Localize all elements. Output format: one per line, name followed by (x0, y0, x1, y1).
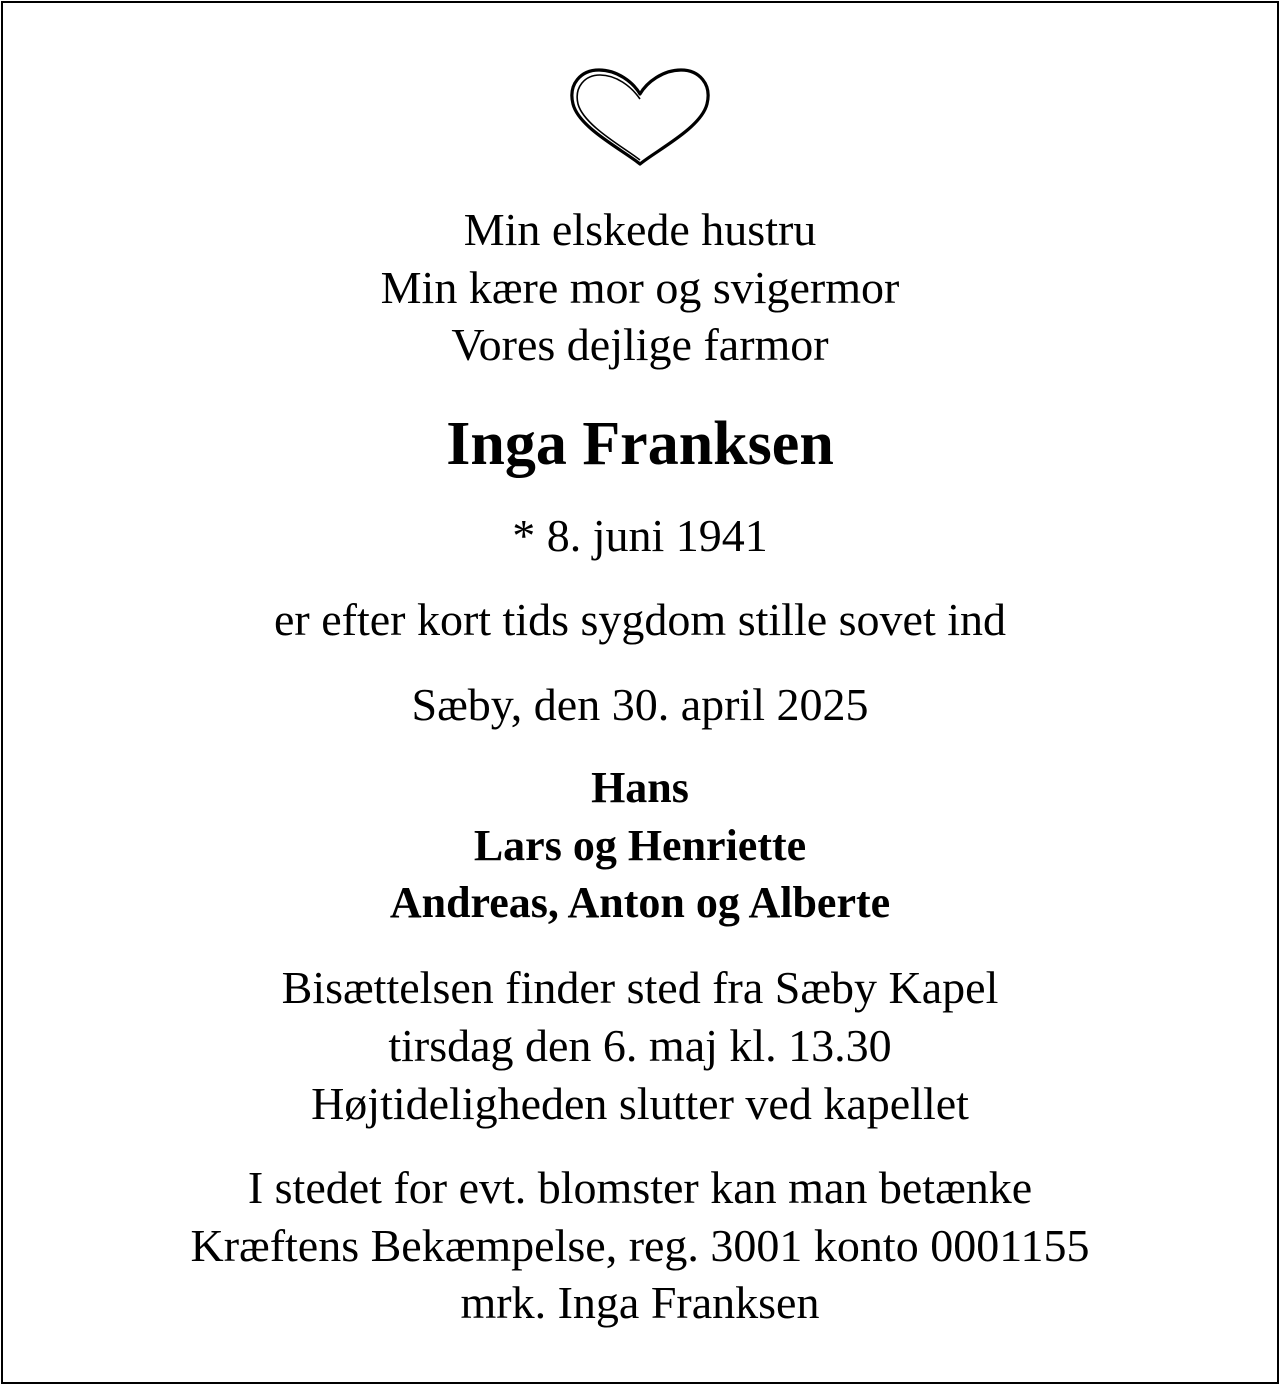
funeral-line-3: Højtideligheden slutter ved kapellet (311, 1078, 969, 1129)
family-line-1: Hans (591, 763, 689, 812)
intro-line-1: Min elskede hustru (463, 204, 817, 255)
deceased-name: Inga Franksen (446, 410, 834, 478)
place-and-date: Sæby, den 30. april 2025 (411, 679, 869, 730)
birth-date: * 8. juni 1941 (512, 510, 768, 561)
family-line-3: Andreas, Anton og Alberte (389, 878, 891, 927)
death-statement: er efter kort tids sygdom stille sovet ind (273, 594, 1007, 645)
funeral-line-1: Bisættelsen finder sted fra Sæby Kapel (281, 962, 999, 1013)
family-line-2: Lars og Henriette (473, 821, 807, 870)
intro-line-2: Min kære mor og svigermor (380, 262, 900, 313)
donation-line-1: I stedet for evt. blomster kan man betænke (247, 1162, 1033, 1213)
donation-line-3: mrk. Inga Franksen (460, 1277, 820, 1328)
intro-line-3: Vores dejlige farmor (451, 319, 829, 370)
funeral-line-2: tirsdag den 6. maj kl. 13.30 (388, 1020, 892, 1071)
heart-outline-icon (565, 64, 715, 168)
donation-line-2: Kræftens Bekæmpelse, reg. 3001 konto 0001155 (190, 1220, 1090, 1271)
